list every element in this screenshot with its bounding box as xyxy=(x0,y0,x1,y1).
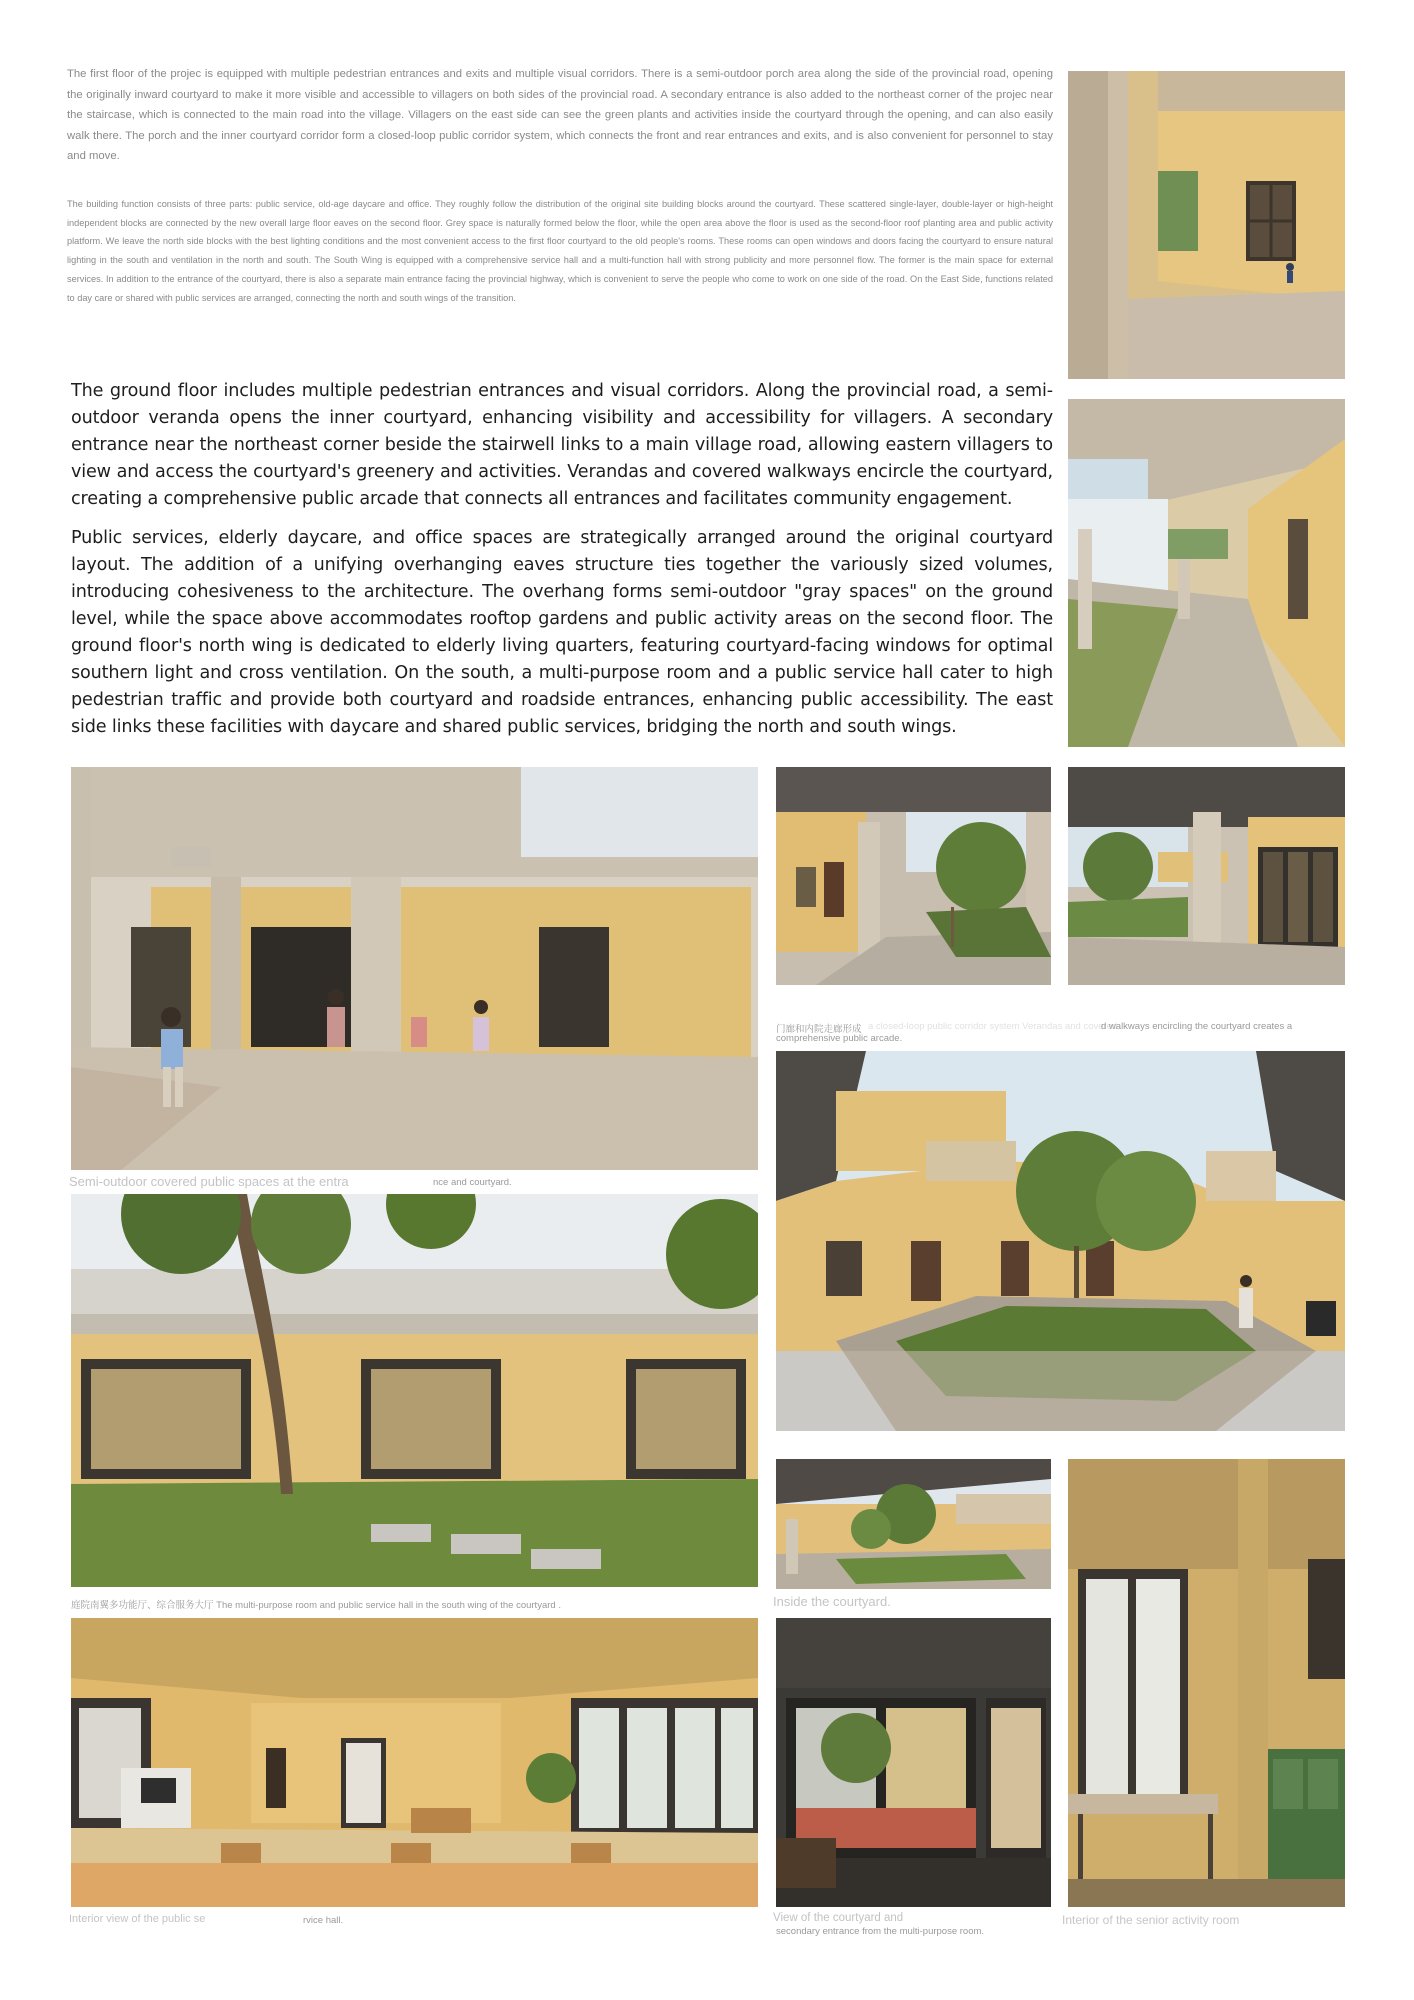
original-paragraph-2: The building function consists of three parts: public service, old-age daycare and office. They roughly follow the distribution of the original site building blocks around the courtyard. These scattered single-layer, double-layer or high-height independent blocks are connected by the new overall large floor eaves on the second floor. Grey space is naturally formed below the floor, while the open area above the floor is used as the second-floor roof planting area and public activity platform. We leave the north side blocks with the best lighting conditions and the most convenient access to the first floor courtyard to the old people's rooms. These rooms can open windows and doors facing the courtyard to ensure natural lighting in the south and ventilation in the north and south. The South Wing is equipped with a comprehensive service hall and a multi-function hall with strong publicity and more personnel flow. The former is the main space for external services. In addition to the entrance of the courtyard, there is also a separate main entrance facing the provincial highway, which is convenient to serve the people who come to work on one side of the road. On the East Side, functions related to day care or shared with public services are arranged, connecting the north and south wings of the transition. xyxy=(67,199,1053,303)
corridor-photo xyxy=(1068,399,1345,747)
courtyard-photo xyxy=(776,1051,1345,1431)
original-paragraph-1: The first floor of the projec is equipped with multiple pedestrian entrances and exits and multiple visual corridors. There is a semi-outdoor porch area along the side of the provincial road, opening the originally inward courtyard to make it more visible and accessible to villagers on both sides of the provincial road. A secondary entrance is also added to the northeast corner of the projec near the staircase, which is connected to the main road into the village. Villagers on the east side can see the green plants and activities inside the courtyard through the opening, and can also easily walk there. The porch and the inner courtyard corridor form a closed-loop public corridor system, which connects the front and rear entrances and exits, and is also convenient for personnel to stay and move. xyxy=(67,68,1053,162)
hall-caption-b: rvice hall. xyxy=(303,1915,344,1926)
courtyard-view-caption-a: View of the courtyard and xyxy=(773,1912,904,1924)
multipurpose-image xyxy=(776,1618,1051,1907)
courtyard-small-image xyxy=(776,1459,1051,1589)
arcade-caption-faint: a closed-loop public corridor system Verandas and covered xyxy=(868,1021,1118,1032)
arcade-photo-left xyxy=(776,767,1051,985)
senior-room-photo xyxy=(1068,1459,1345,1907)
arcade-photo-right xyxy=(1068,767,1345,985)
hall-image xyxy=(71,1618,758,1907)
function-text-block xyxy=(67,195,1053,307)
south-wing-photo xyxy=(71,1194,758,1587)
south-wing-image xyxy=(71,1194,758,1587)
courtyard-small-photo xyxy=(776,1459,1051,1589)
main-text-block xyxy=(71,378,1053,741)
arcade-caption-right: d walkways encircling the courtyard creates a xyxy=(1101,1021,1293,1032)
entrance-image xyxy=(71,767,758,1170)
corridor-image xyxy=(1068,399,1345,747)
senior-room-image xyxy=(1068,1459,1345,1907)
south-wing-caption: 庭院南翼多功能厅、综合服务大厅 The multi-purpose room and public service hall in the south wing of the courtyard . xyxy=(71,1600,561,1611)
entrance-photo xyxy=(71,767,758,1170)
main-paragraph-1: The ground floor includes multiple pedestrian entrances and visual corridors. Along the provincial road, a semi-outdoor veranda opens the inner courtyard, enhancing visibility and accessibility for villagers. A secondary entrance near the northeast corner beside the stairwell links to a main village road, allowing eastern villagers to view and access the courtyard's greenery and activities. Verandas and covered walkways encircle the courtyard, creating a comprehensive public arcade that connects all entrances and facilitates community engagement. xyxy=(71,381,1053,509)
inside-courtyard-caption: Inside the courtyard. xyxy=(773,1594,891,1609)
multipurpose-photo xyxy=(776,1618,1051,1907)
veranda-image xyxy=(1068,71,1345,379)
entrance-caption-b: nce and courtyard. xyxy=(433,1177,512,1188)
entrance-caption-a: Semi-outdoor covered public spaces at the entra xyxy=(69,1174,349,1189)
arcade-caption-cn: 门廊和内院走廊形成 xyxy=(776,1024,862,1035)
arcade-caption-line2: comprehensive public arcade. xyxy=(776,1033,903,1044)
main-paragraph-2: Public services, elderly daycare, and office spaces are strategically arranged around the original courtyard layout. The addition of a unifying overhanging eaves structure ties together the variously sized volumes, introducing cohesiveness to the architecture. The overhang forms semi-outdoor "gray spaces" on the ground level, while the space above accommodates rooftop gardens and public activity areas on the second floor. The ground floor's north wing is dedicated to elderly living quarters, featuring courtyard-facing windows for optimal southern light and cross ventilation. On the south, a multi-purpose room and a public service hall cater to high pedestrian traffic and provide both courtyard and roadside entrances, enhancing public accessibility. The east side links these facilities with daycare and shared public services, bridging the north and south wings. xyxy=(71,528,1053,737)
veranda-photo xyxy=(1068,71,1345,379)
intro-text-block xyxy=(67,64,1053,167)
hall-caption-a: Interior view of the public se xyxy=(69,1913,206,1925)
arcade-right-image xyxy=(1068,767,1345,985)
courtyard-view-caption-b: secondary entrance from the multi-purpose room. xyxy=(776,1926,985,1937)
hall-photo xyxy=(71,1618,758,1907)
courtyard-image xyxy=(776,1051,1345,1431)
senior-room-caption: Interior of the senior activity room xyxy=(1062,1913,1240,1927)
arcade-left-image xyxy=(776,767,1051,985)
